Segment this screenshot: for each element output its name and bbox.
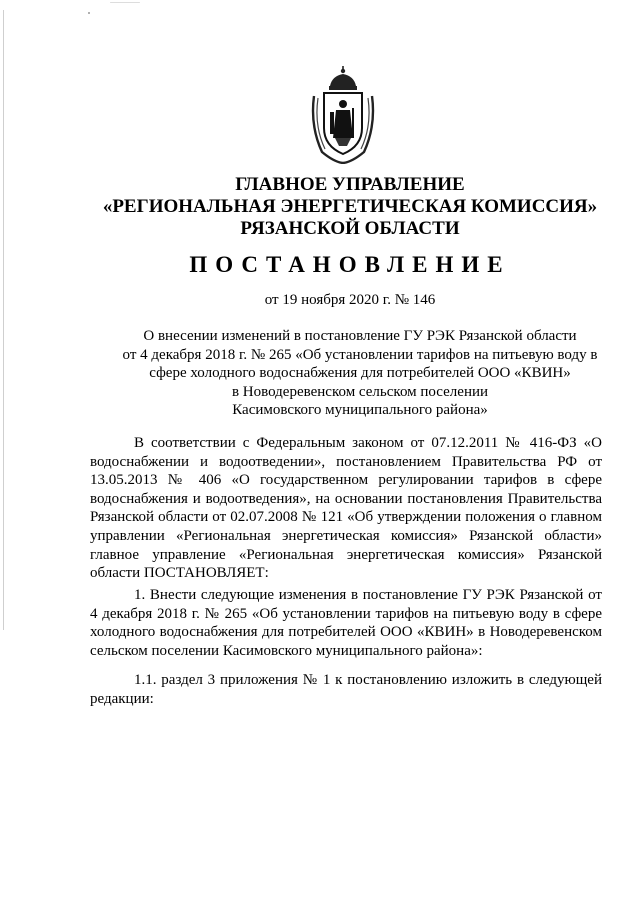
preamble-text: В соответствии с Федеральным законом от 07.12.2011 № 416-ФЗ «О водоснабжении и водоотведении», постановлением Правительства РФ от 13.05.2013 № 406 «О государственном регулировании тарифов в сфере водоснабжения и водоотведения», на основании постановления Правительства Рязанской области от 02.07.2008 № 121 «Об утверждении положения о главном управлении «Региональная энергетическая комиссия» Рязанской области» главное управление «Региональная энергетическая комиссия» Рязанской области ПОСТАНОВЛЯЕТ: (90, 435, 602, 582)
clause-1-1-paragraph (90, 671, 602, 708)
scan-margin-line (3, 10, 4, 630)
authority-line-3: РЯЗАНСКОЙ ОБЛАСТИ (240, 218, 460, 239)
subject-line-4: в Новодеревенском сельском поселении (231, 383, 489, 400)
document-date-number: от 19 ноября 2020 г. № 146 (264, 292, 436, 308)
subject-line-2: от 4 декабря 2018 г. № 265 «Об установлении тарифов на питьевую воду в (122, 346, 598, 363)
issuing-authority (60, 174, 640, 240)
preamble-paragraph (90, 434, 602, 583)
authority-line-1: ГЛАВНОЕ УПРАВЛЕНИЕ (235, 174, 465, 195)
subject-line-3: сфере холодного водоснабжения для потребителей ООО «КВИН» (149, 365, 571, 382)
clause-1-text: 1. Внести следующие изменения в постановление ГУ РЭК Рязанской от 4 декабря 2018 г. № 265 «Об установлении тарифов на питьевую воду в сфере холодного водоснабжения для потребителей ООО «КВИН» в Новодеревенском сельском поселении Касимовского муниципального района»: (90, 587, 602, 659)
subject-line-1: О внесении изменений в постановление ГУ РЭК Рязанской области (143, 328, 577, 344)
authority-line-2: «РЕГИОНАЛЬНАЯ ЭНЕРГЕТИЧЕСКАЯ КОМИССИЯ» (102, 196, 598, 217)
document-subject (90, 327, 630, 420)
clause-1-1-text: 1.1. раздел 3 приложения № 1 к постановлению изложить в следующей редакции: (90, 672, 602, 707)
subject-line-5: Касимовского муниципального района» (232, 402, 488, 419)
document-title: ПОСТАНОВЛЕНИЕ (189, 252, 511, 277)
scan-speck (110, 2, 140, 3)
clause-1-paragraph (90, 586, 602, 660)
scan-speck (88, 12, 90, 14)
coat-of-arms-emblem (308, 66, 378, 164)
